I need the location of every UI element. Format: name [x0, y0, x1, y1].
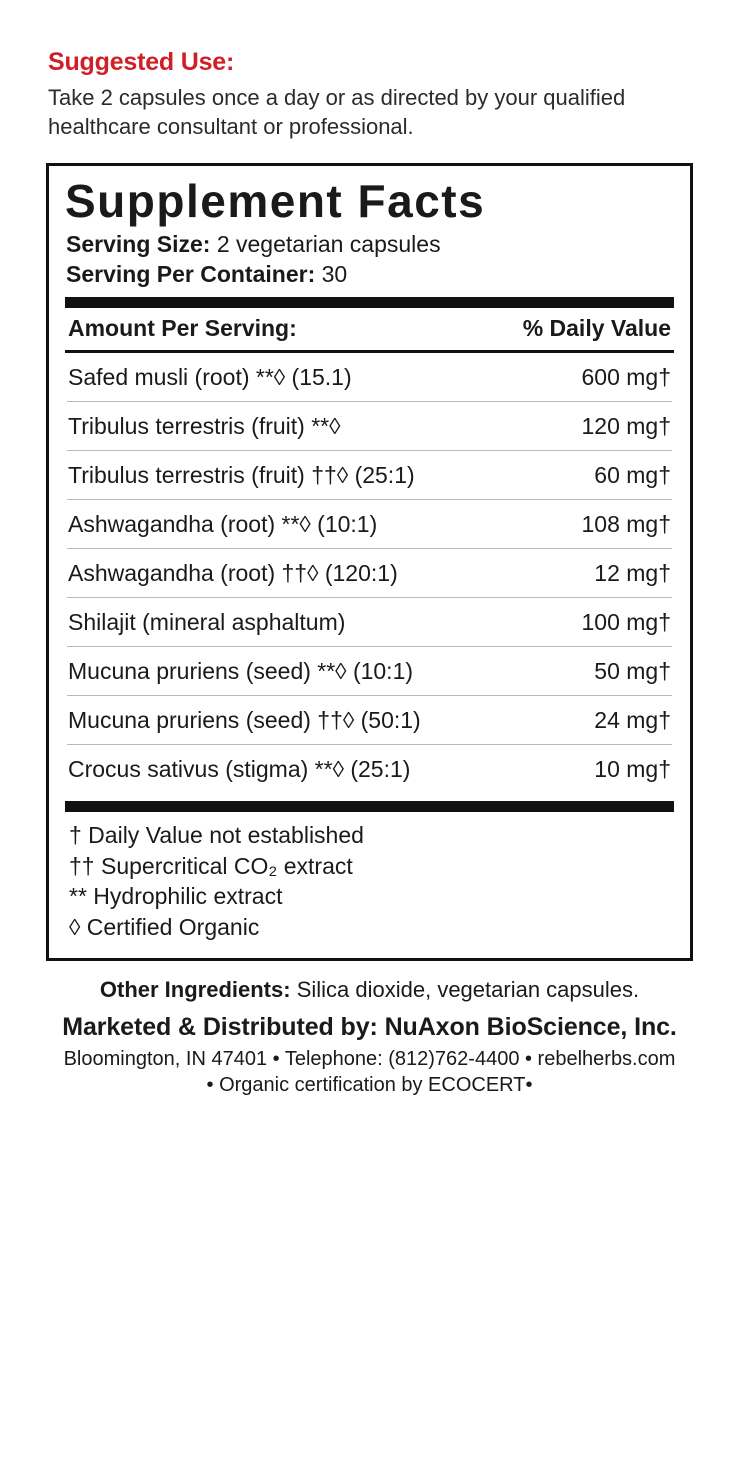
footnote-hydrophilic: ** Hydrophilic extract — [69, 883, 283, 910]
other-ingredients-label: Other Ingredients: — [99, 977, 291, 1003]
ingredient-name: Shilajit (mineral asphaltum) — [68, 608, 346, 635]
ingredient-name: Crocus sativus (stigma) **◊ (25:1) — [68, 755, 411, 782]
footnote-organic: ◊ Certified Organic — [69, 913, 260, 940]
ingredient-name: Tribulus terrestris (fruit) **◊ — [68, 412, 341, 439]
suggested-use-text: Take 2 capsules once a day or as directed by your qualified healthcare consultant or professional. — [48, 85, 626, 140]
ingredient-name: Mucuna pruriens (seed) ††◊ (50:1) — [68, 706, 421, 733]
ingredient-amount: 600 mg† — [581, 363, 671, 390]
divider-thick-top — [65, 297, 674, 308]
ingredient-amount: 10 mg† — [594, 755, 671, 782]
ingredient-amount: 100 mg† — [581, 608, 671, 635]
ingredient-name: Ashwagandha (root) **◊ (10:1) — [68, 510, 378, 537]
ingredient-name: Mucuna pruriens (seed) **◊ (10:1) — [68, 657, 414, 684]
table-row — [63, 549, 676, 597]
serving-size-line — [66, 230, 676, 259]
divider-thick-bottom — [65, 801, 674, 812]
table-row — [63, 696, 676, 744]
table-row — [63, 647, 676, 695]
other-ingredients-value: Silica dioxide, vegetarian capsules. — [296, 977, 640, 1003]
other-ingredients-line — [46, 977, 693, 1003]
serving-size-value: 2 vegetarian capsules — [216, 231, 441, 258]
ingredient-amount: 60 mg† — [594, 461, 671, 488]
ingredient-amount: 120 mg† — [581, 412, 671, 439]
table-header-row — [63, 308, 676, 350]
ingredient-amount: 108 mg† — [581, 510, 671, 537]
footnotes-block — [63, 812, 676, 944]
servings-per-container-label: Serving Per Container: — [66, 260, 316, 287]
certification-line: • Organic certification by ECOCERT• — [206, 1074, 533, 1097]
footnote-supercritical: †† Supercritical CO₂ extract — [69, 852, 353, 879]
ingredient-name: Ashwagandha (root) ††◊ (120:1) — [68, 559, 398, 586]
table-row — [63, 451, 676, 499]
serving-size-label: Serving Size: — [66, 231, 211, 258]
footnote-daily-value: † Daily Value not established — [69, 821, 364, 848]
table-row — [63, 402, 676, 450]
supplement-facts-title: Supplement Facts — [65, 175, 486, 228]
ingredient-name: Safed musli (root) **◊ (15.1) — [68, 363, 352, 390]
table-row — [63, 353, 676, 401]
address-line: Bloomington, IN 47401 • Telephone: (812)762-4400 • rebelherbs.com — [63, 1048, 676, 1071]
table-row — [63, 598, 676, 646]
table-row — [63, 745, 676, 793]
ingredient-amount: 12 mg† — [594, 559, 671, 586]
marketed-by-line: Marketed & Distributed by: NuAxon BioScience, Inc. — [62, 1013, 677, 1042]
table-row — [63, 500, 676, 548]
servings-per-container-value: 30 — [321, 260, 348, 287]
servings-per-container-line — [66, 260, 676, 289]
suggested-use-section — [46, 48, 693, 141]
ingredient-amount: 50 mg† — [594, 657, 671, 684]
column-header-daily-value: % Daily Value — [522, 314, 671, 341]
ingredient-name: Tribulus terrestris (fruit) ††◊ (25:1) — [68, 461, 415, 488]
column-header-amount: Amount Per Serving: — [68, 314, 297, 341]
ingredient-amount: 24 mg† — [594, 706, 671, 733]
suggested-use-title: Suggested Use: — [48, 48, 235, 76]
supplement-facts-panel — [46, 163, 693, 961]
